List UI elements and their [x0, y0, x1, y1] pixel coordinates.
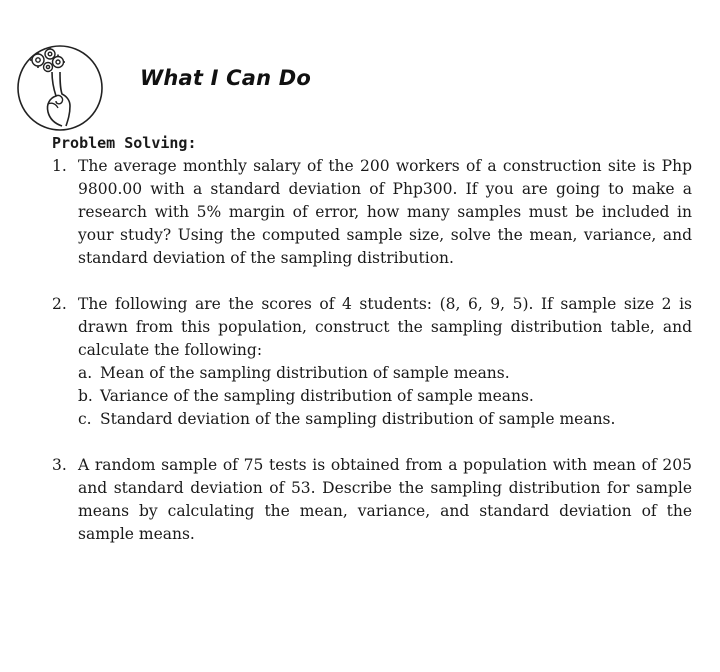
problem-body	[78, 293, 692, 431]
subitem	[78, 385, 692, 408]
problem-item	[52, 454, 692, 546]
problem-number: 2.	[52, 295, 67, 313]
section-title: Problem Solving:	[52, 134, 197, 152]
problem-solving-section	[52, 132, 692, 569]
page-title: What I Can Do	[140, 66, 312, 90]
subitem-text: Variance of the sampling distribution of sample means.	[100, 387, 534, 405]
problem-item	[52, 155, 692, 270]
subitem-list	[78, 362, 692, 431]
subitem-letter: a.	[78, 364, 93, 382]
problem-number: 1.	[52, 157, 67, 175]
subitem-letter: b.	[78, 387, 93, 405]
subitem-text: Mean of the sampling distribution of sample means.	[100, 364, 510, 382]
problem-text: The following are the scores of 4 students: (8, 6, 9, 5). If sample size 2 is drawn from this population, construct the sampling distribution table, and calculate the following:	[78, 295, 692, 359]
subitem-letter: c.	[78, 410, 92, 428]
problem-list	[52, 155, 692, 546]
subitem	[78, 408, 692, 431]
subitem	[78, 362, 692, 385]
problem-number: 3.	[52, 456, 67, 474]
problem-text: A random sample of 75 tests is obtained from a population with mean of 205 and standard deviation of 53. Describe the sampling distribution for sample means by calculating the mean, variance, and standard deviation of the sample means.	[78, 456, 692, 543]
problem-item	[52, 293, 692, 431]
hand-holding-gears-icon	[12, 38, 108, 134]
problem-text: The average monthly salary of the 200 workers of a construction site is Php 9800.00 with a standard deviation of Php300. If you are going to make a research with 5% margin of error, how many samples must be included in your study? Using the computed sample size, solve the mean, variance, and standard deviation of the sampling distribution.	[78, 157, 692, 267]
subitem-text: Standard deviation of the sampling distribution of sample means.	[100, 410, 616, 428]
